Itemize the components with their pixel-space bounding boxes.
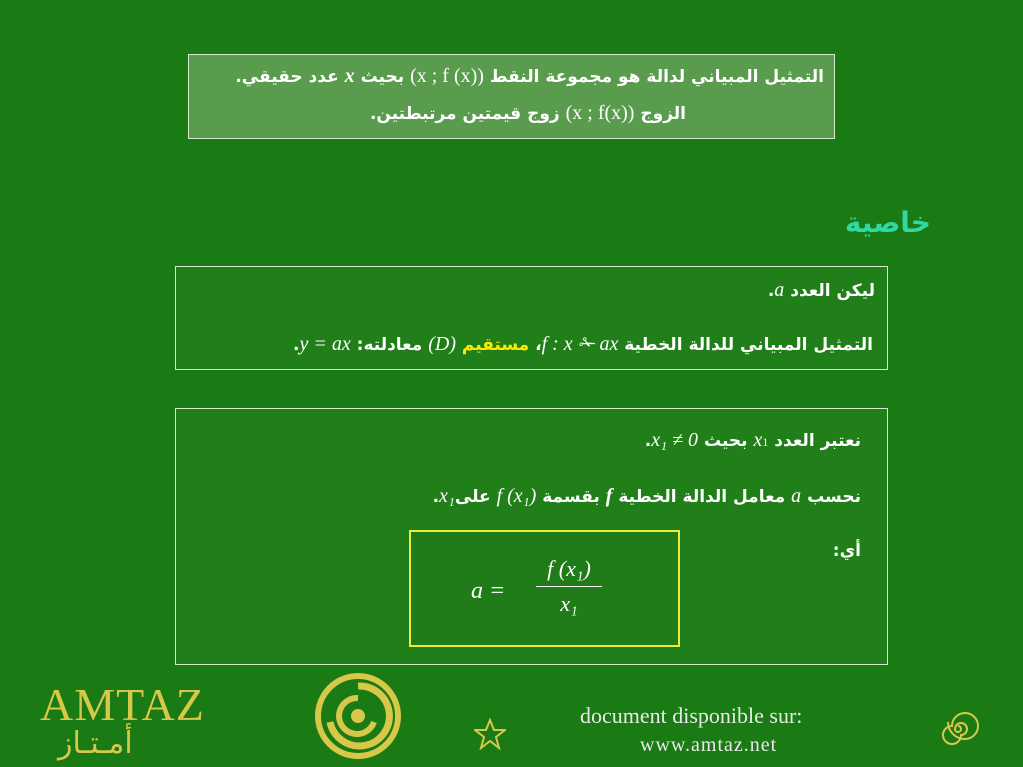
calc-condition: x₁ ≠ 0	[651, 429, 699, 451]
property-equation-label: معادلته:	[356, 335, 423, 355]
property-let-number: ليكن العدد	[790, 281, 875, 301]
calc-such-that: بحيث	[703, 431, 748, 451]
property-equation: y = ax	[299, 333, 351, 355]
star-icon	[474, 718, 506, 750]
footer-available-text: document disponible sur:	[580, 703, 803, 728]
footer-website-link[interactable]: www.amtaz.net	[640, 734, 778, 756]
calc-x1: x₁	[439, 485, 455, 507]
property-graph-text: التمثيل المبياني للدالة الخطية	[624, 335, 873, 355]
property-var-a: a	[774, 279, 785, 301]
swirl-icon	[308, 670, 408, 762]
calculation-line-3: أي:	[832, 541, 861, 561]
logo-latin: AMTAZ	[40, 679, 205, 730]
calc-var-x1: x1	[753, 429, 769, 451]
calc-consider-number: نعتبر العدد	[774, 431, 861, 451]
calc-var-f: f	[605, 485, 613, 507]
definition-line-1	[235, 65, 824, 88]
definition-box	[188, 54, 835, 139]
formula-denominator: x₁	[560, 591, 578, 616]
formula-numerator: f (x₁)	[536, 556, 602, 587]
logo-arabic: أمـتـاز	[58, 726, 133, 761]
definition-line-2	[370, 102, 686, 125]
calc-fx1: f (x₁)	[496, 485, 537, 507]
calculation-box	[175, 408, 888, 665]
definition-var-x: x	[344, 65, 355, 87]
point-set-math: (x ; f (x))	[410, 65, 484, 87]
spiral-icon	[937, 708, 979, 750]
property-straight-line: مستقيم	[461, 335, 530, 355]
calc-compute: نحسب	[807, 487, 861, 507]
formula-fraction	[536, 556, 602, 617]
property-line-2: التمثيل المبياني للدالة الخطية f : x ✁ ax، مستقيم (D) معادلته: y = ax.	[293, 333, 873, 355]
property-line-D: (D)	[428, 333, 456, 355]
definition-real-number: عدد حقيقي.	[235, 67, 339, 87]
linear-function-math: f : x ✁ ax	[541, 333, 619, 355]
calculation-line-2: نحسب a معامل الدالة الخطية f بقسمة f (x₁) علىx₁.	[432, 485, 861, 507]
definition-such-that: بحيث	[360, 67, 405, 87]
calc-by-dividing: بقسمة	[542, 487, 600, 507]
section-title: خاصية	[844, 206, 931, 239]
calc-on: على	[454, 487, 491, 507]
calculation-line-1: نعتبر العدد x1 بحيث x₁ ≠ 0.	[644, 429, 861, 451]
definition-pair-desc: زوج قيمتين مرتبطتين.	[369, 104, 560, 124]
amtaz-logo	[40, 668, 420, 767]
definition-text-1: التمثيل المبياني لدالة هو مجموعة النقط	[489, 67, 824, 87]
property-line-1: ليكن العدد a.	[767, 279, 875, 301]
definition-pair-label: الزوج	[640, 104, 686, 124]
property-box	[175, 266, 888, 370]
pair-math: (x ; f(x))	[565, 102, 635, 124]
formula-box	[409, 530, 680, 647]
calc-coefficient-text: معامل الدالة الخطية	[618, 487, 786, 507]
formula-lhs: a =	[471, 578, 506, 604]
calc-var-a: a	[791, 485, 802, 507]
